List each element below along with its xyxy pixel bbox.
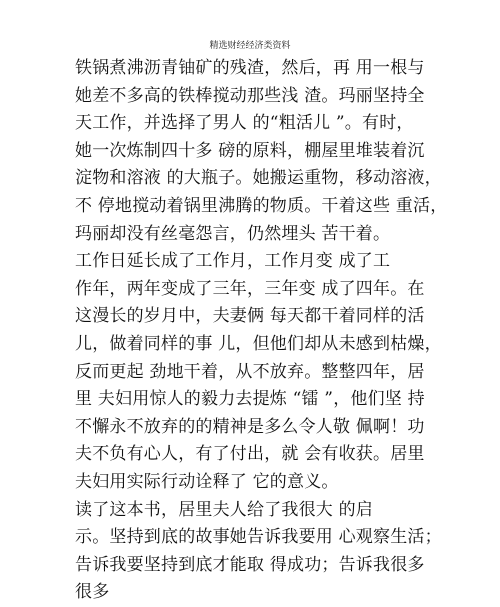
text-line: 不 停地搅动着锅里沸腾的物质。干着这些 重活， xyxy=(75,195,448,216)
text-line: 不懈永不放弃的的精神是多么令人敬 佩啊！功 xyxy=(75,416,425,437)
text-line: 她一次炼制四十多 磅的原料，棚屋里堆装着沉 xyxy=(75,140,425,161)
text-line: 里 夫妇用惊人的毅力去提炼 “镭 ”，他们坚 持 xyxy=(75,389,425,410)
text-line: 她差不多高的铁棒搅动那些浅 渣。玛丽坚持全 xyxy=(75,85,425,106)
text-line: 很多 xyxy=(75,582,110,603)
text-line: 铁锅煮沸沥青铀矿的残渣，然后，再 用一根与 xyxy=(75,58,425,78)
text-line: 儿，做着同样的事 儿，但他们却从未感到枯燥， xyxy=(75,333,442,354)
text-line: 作年，两年变成了三年，三年变 成了四年。在 xyxy=(75,278,425,299)
text-line: 示。坚持到底的故事她告诉我要用 心观察生活； xyxy=(75,527,442,548)
body-text xyxy=(75,55,448,607)
text-line: 夫妇用实际行动诠释了 它的意义。 xyxy=(75,471,339,492)
text-line: 夫不负有心人，有了付出，就 会有收获。居里 xyxy=(75,444,425,465)
text-line: 玛丽却没有丝毫怨言，仍然埋头 苦干着。 xyxy=(75,223,391,244)
text-line: 这漫长的岁月中，夫妻俩 每天都干着同样的活 xyxy=(75,306,425,327)
page-header: 精选财经经济类资料 xyxy=(209,41,291,51)
text-line: 工作日延长成了工作月，工作月变 成了工 xyxy=(75,251,391,272)
text-line: 读了这本书，居里夫人给了我很大 的启 xyxy=(75,499,374,520)
text-line: 告诉我要坚持到底才能取 得成功；告诉我很多 xyxy=(75,554,425,575)
text-line: 反而更起 劲地干着，从不放弃。整整四年，居 xyxy=(75,361,425,382)
text-line: 淀物和溶液 的大瓶子。她搬运重物，移动溶液， xyxy=(75,168,442,189)
text-line: 天工作，并选择了男人 的“粗活儿 ”。有时， xyxy=(75,113,414,134)
